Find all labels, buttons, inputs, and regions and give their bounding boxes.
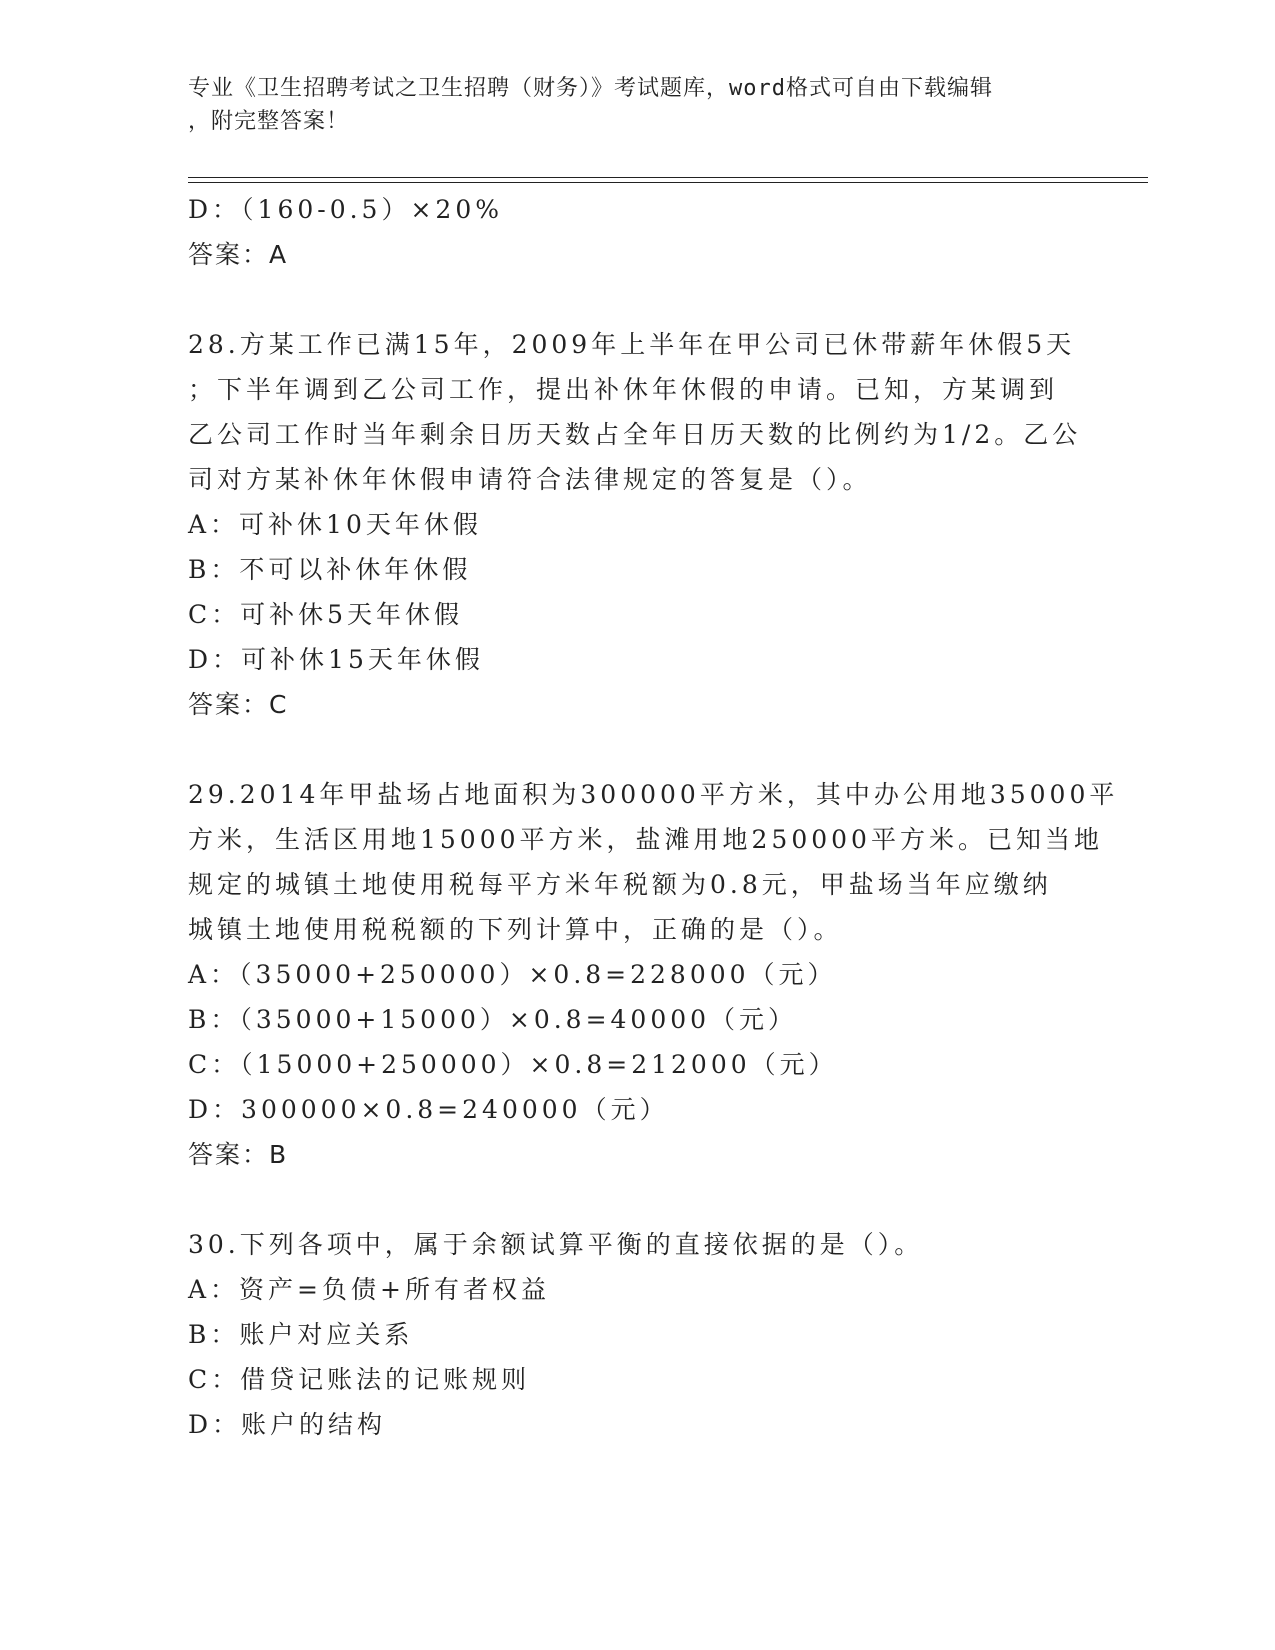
answer-line: 答案：C xyxy=(188,690,289,719)
question-text-line: 29.2014年甲盐场占地面积为300000平方米，其中办公用地35000平 xyxy=(188,780,1119,809)
answer-line: 答案：B xyxy=(188,1140,289,1169)
option-d: D：可补休15天年休假 xyxy=(188,645,484,674)
question-text-line: 28.方某工作已满15年，2009年上半年在甲公司已休带薪年休假5天 xyxy=(188,330,1076,359)
option-d: D：账户的结构 xyxy=(188,1410,387,1439)
header-divider-thick xyxy=(188,177,1148,178)
option-c: C：借贷记账法的记账规则 xyxy=(188,1365,531,1394)
answer-line: 答案：A xyxy=(188,240,289,269)
question-text-line: ；下半年调到乙公司工作，提出补休年休假的申请。已知，方某调到 xyxy=(188,375,1059,404)
header-line-2: ，附完整答案！ xyxy=(188,109,350,134)
question-text-line: 方米，生活区用地15000平方米，盐滩用地250000平方米。已知当地 xyxy=(188,825,1103,854)
spacer xyxy=(188,277,1088,322)
document-body xyxy=(188,187,1119,1447)
header-line-1: 专业《卫生招聘考试之卫生招聘（财务）》考试题库，word格式可自由下载编辑 xyxy=(188,76,993,101)
option-b: B：（35000+15000）×0.8=40000（元） xyxy=(188,1005,798,1034)
option-c: C：可补休5天年休假 xyxy=(188,600,464,629)
question-text-line: 乙公司工作时当年剩余日历天数占全年日历天数的比例约为1/2。乙公 xyxy=(188,420,1082,449)
spacer xyxy=(188,727,1088,772)
spacer xyxy=(188,1177,1088,1222)
question-text-line: 城镇土地使用税税额的下列计算中，正确的是（）。 xyxy=(188,915,843,944)
question-text-line: 30.下列各项中，属于余额试算平衡的直接依据的是（）。 xyxy=(188,1230,924,1259)
question-text-line: 司对方某补休年休假申请符合法律规定的答复是（）。 xyxy=(188,465,872,494)
question-29 xyxy=(188,772,1119,1177)
option-a: A：可补休10天年休假 xyxy=(188,510,482,539)
question-text-line: 规定的城镇土地使用税每平方米年税额为0.8元，甲盐场当年应缴纳 xyxy=(188,870,1052,899)
option-b: B：账户对应关系 xyxy=(188,1320,414,1349)
option-c: C：（15000+250000）×0.8=212000（元） xyxy=(188,1050,838,1079)
option-d: D：（160-0.5）×20% xyxy=(188,195,503,224)
page-header xyxy=(188,72,1088,138)
option-b: B：不可以补休年休假 xyxy=(188,555,472,584)
question-28 xyxy=(188,322,1088,727)
question-30 xyxy=(188,1222,1088,1447)
option-d: D：300000×0.8=240000（元） xyxy=(188,1095,669,1124)
header-divider-thin xyxy=(188,182,1148,183)
option-a: A：资产=负债+所有者权益 xyxy=(188,1275,550,1304)
option-a: A：（35000+250000）×0.8=228000（元） xyxy=(188,960,837,989)
